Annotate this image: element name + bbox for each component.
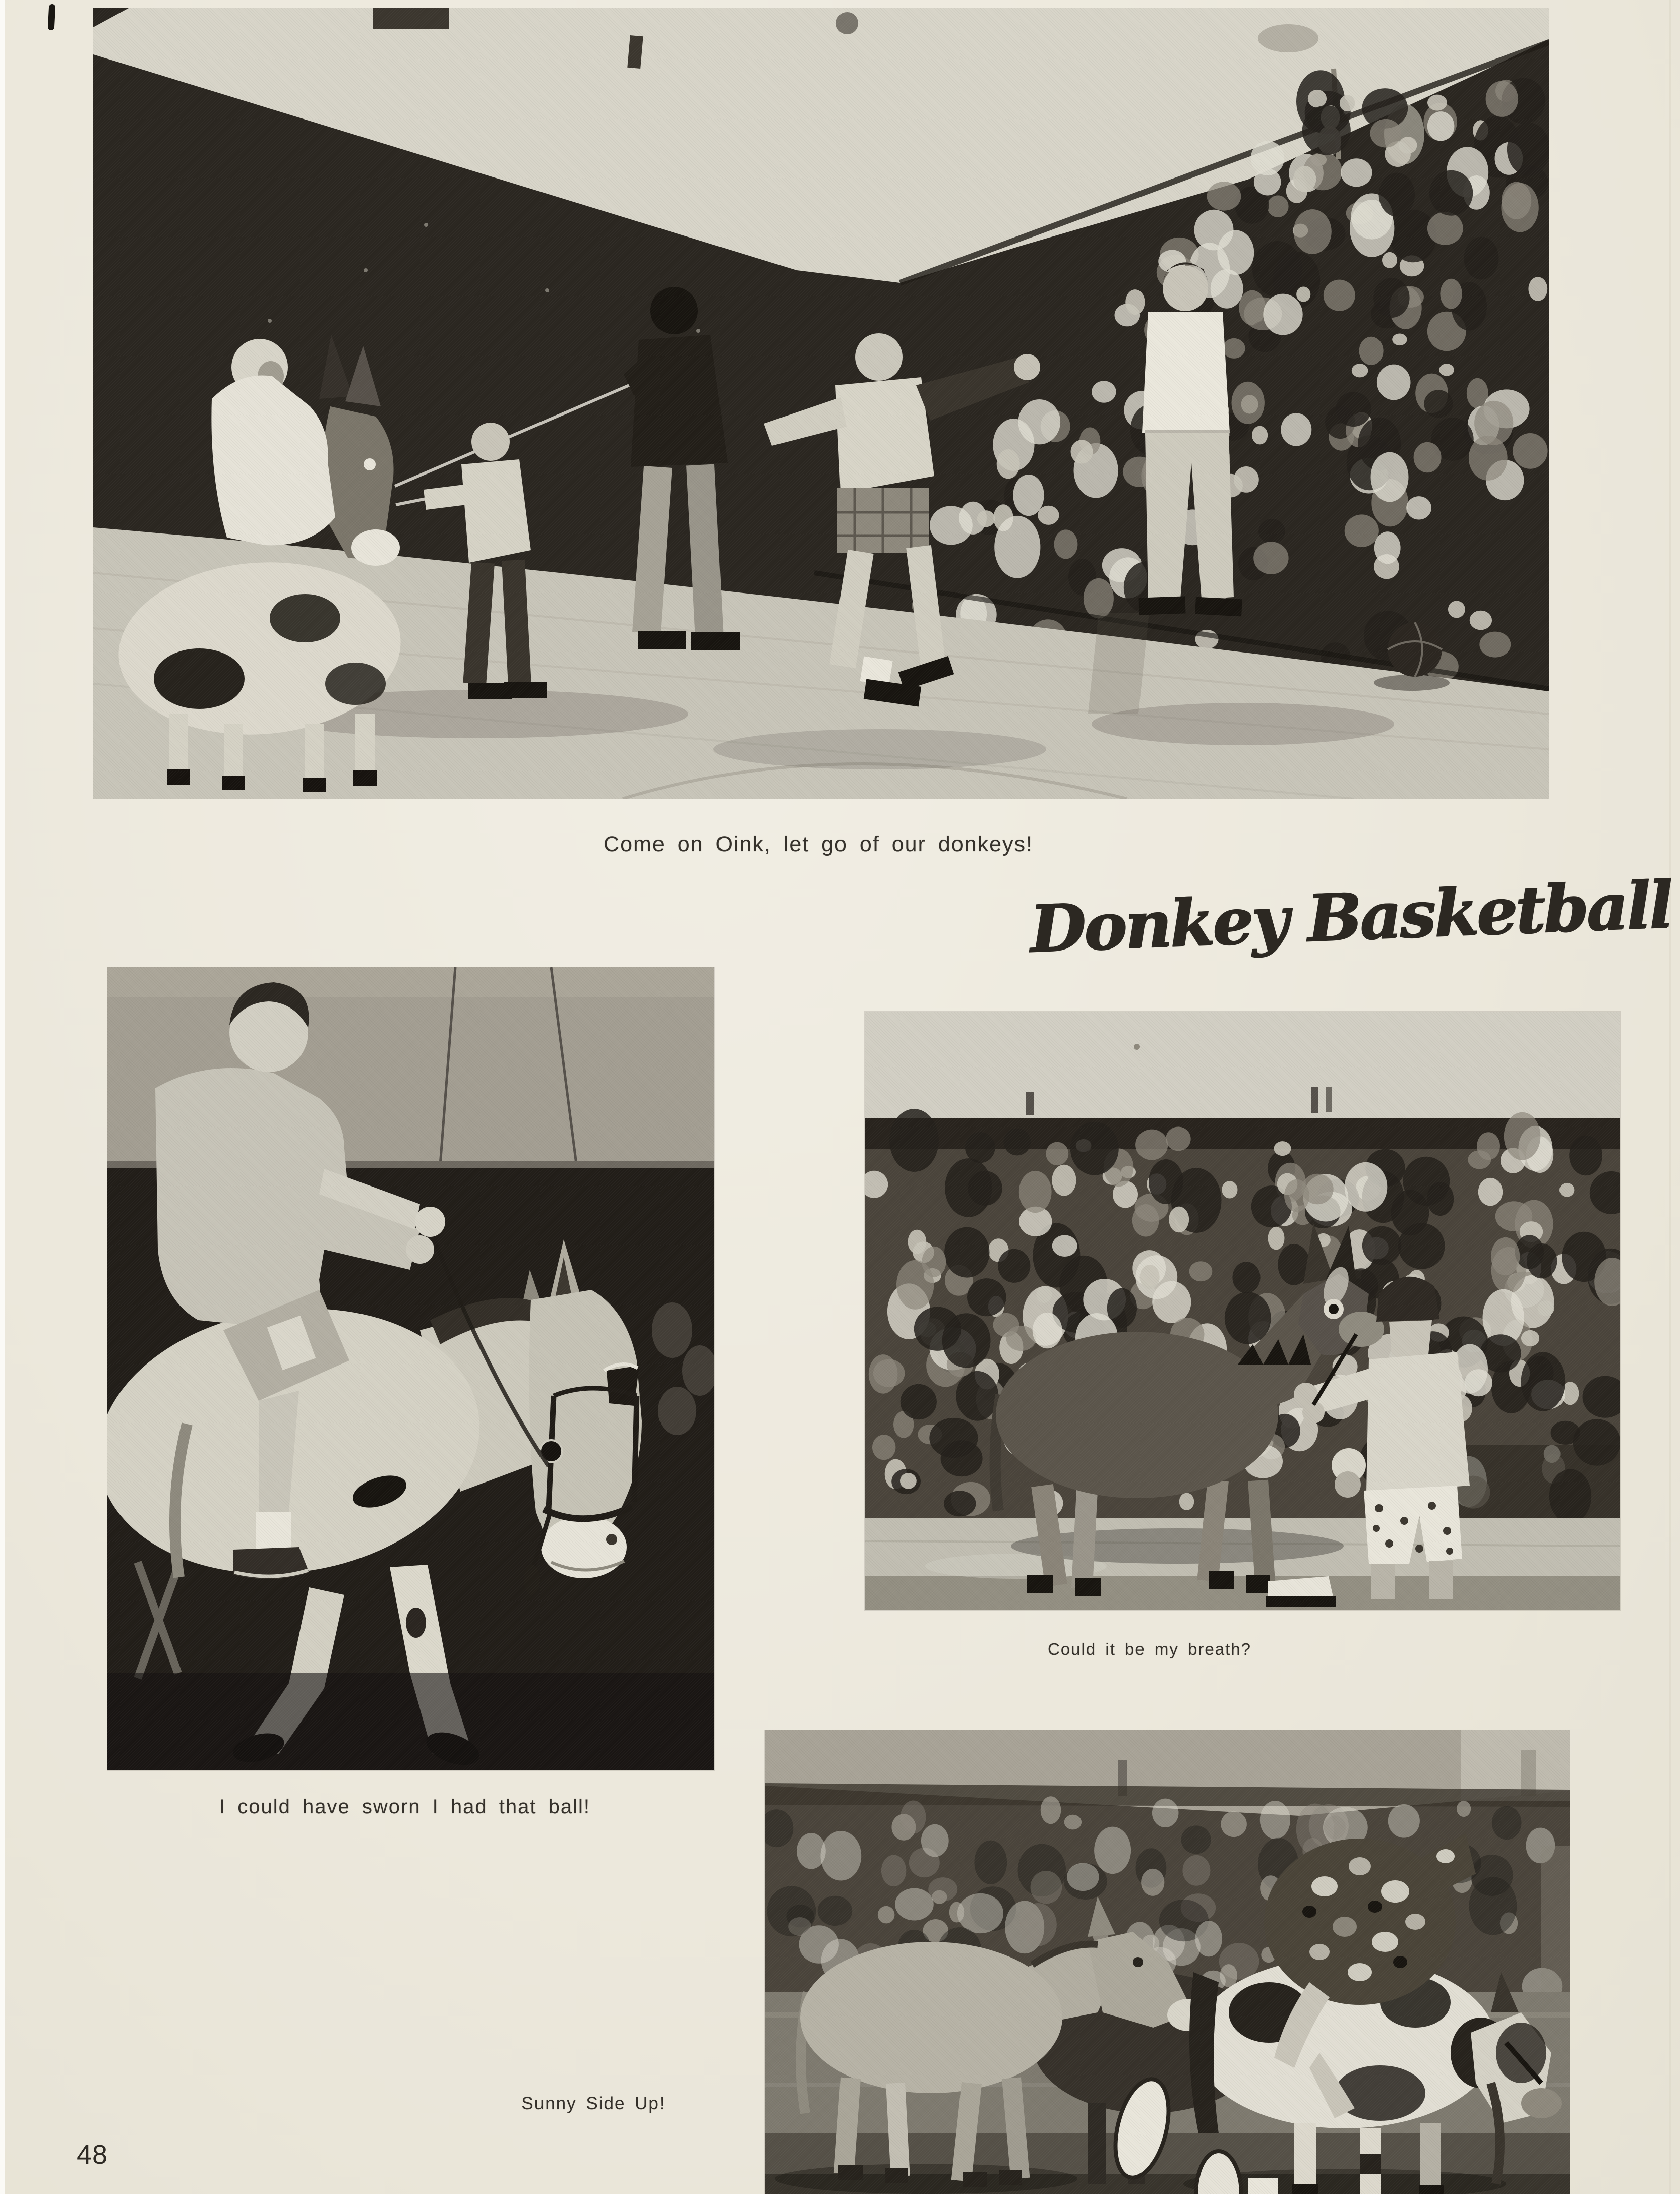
caption-left-photo: I could have sworn I had that ball! bbox=[219, 1796, 590, 1818]
caption-bottom-photo: Sunny Side Up! bbox=[521, 2094, 666, 2113]
scanner-edge bbox=[0, 0, 5, 2194]
page-number: 48 bbox=[77, 2140, 108, 2170]
photo-rider-on-donkey bbox=[107, 967, 714, 1770]
photo-donkey-game-court bbox=[93, 8, 1549, 799]
ink-smudge-mark bbox=[48, 4, 56, 31]
caption-top-photo: Come on Oink, let go of our donkeys! bbox=[604, 832, 1033, 856]
caption-right-photo: Could it be my breath? bbox=[1047, 1640, 1251, 1658]
gym-floor bbox=[865, 1518, 1620, 1610]
floor-shadow-band bbox=[107, 1673, 714, 1770]
page-title: Donkey Basketball bbox=[1028, 867, 1672, 967]
photo-player-over-donkey bbox=[765, 1730, 1570, 2194]
page-edge-crease bbox=[1669, 0, 1671, 2194]
standing-spectator bbox=[1541, 1846, 1570, 1992]
photo-player-facing-donkey bbox=[865, 1012, 1620, 1610]
